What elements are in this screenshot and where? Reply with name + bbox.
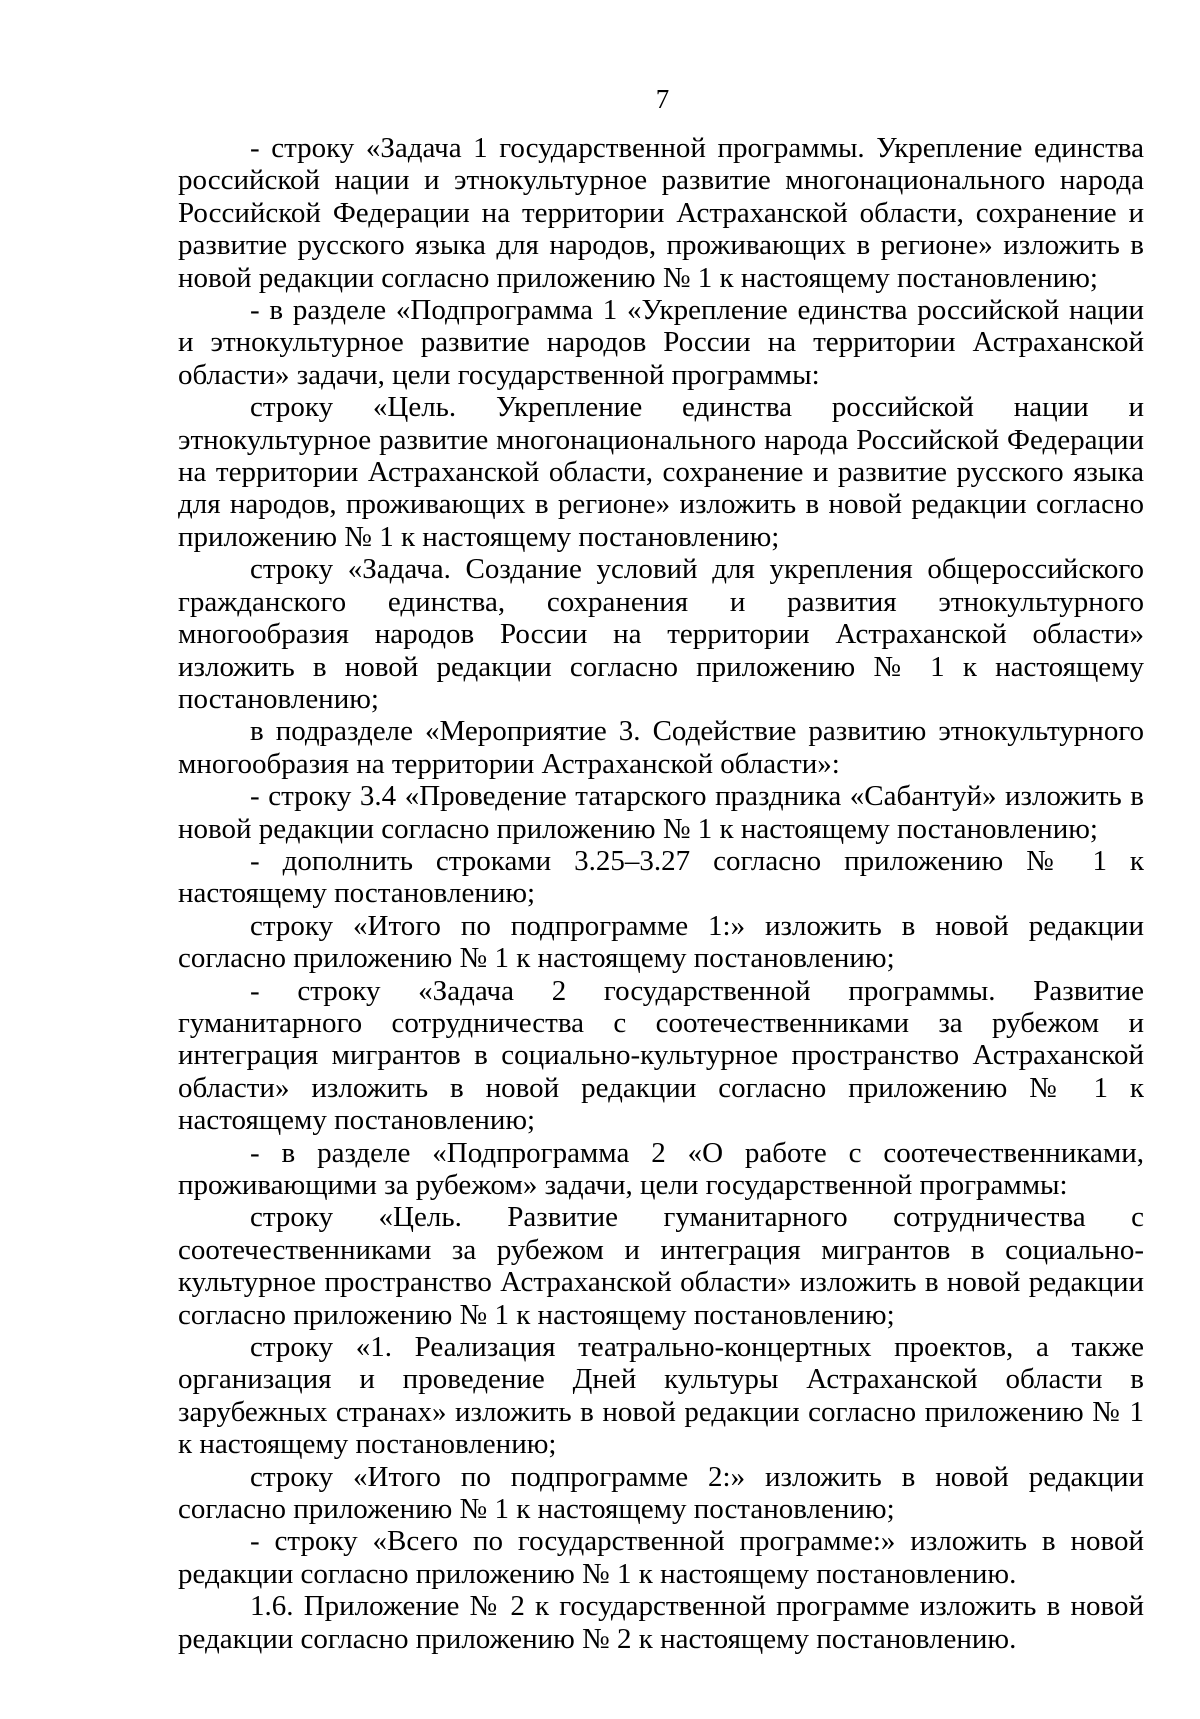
paragraph-goal-row-2: строку «Цель. Развитие гуманитарного сотрудничества с соотечественниками за рубежом и интеграция мигрантов в социально-культурное пространство Астраханской области» изложить в новой редакции согласно приложению № 1 к настоящему постановлению; [178,1201,1144,1331]
paragraph-row-3-4: - строку 3.4 «Проведение татарского праздника «Сабантуй» изложить в новой редакции согласно приложению № 1 к настоящему постановлению; [178,780,1144,845]
paragraph-activity-3-subsection: в подразделе «Мероприятие 3. Содействие развитию этнокультурного многообразия на территории Астраханской области»: [178,715,1144,780]
document-body [178,132,1144,1655]
paragraph-row-1-projects: строку «1. Реализация театрально-концертных проектов, а также организация и проведение Дней культуры Астраханской области в зарубежных странах» изложить в новой редакции согласно приложению № 1 к настоящему постановлению; [178,1331,1144,1461]
paragraph-total-subprogram-1: строку «Итого по подпрограмме 1:» изложить в новой редакции согласно приложению № 1 к настоящему постановлению; [178,909,1144,975]
paragraph-subprogram-1-section: - в разделе «Подпрограмма 1 «Укрепление единства российской нации и этнокультурное развитие народов России на территории Астраханской области» задачи, цели государственной программы: [178,294,1144,391]
page-number: 7 [655,84,670,114]
paragraph-task-2-row: - строку «Задача 2 государственной программы. Развитие гуманитарного сотрудничества с соотечественниками за рубежом и интеграция мигрантов в социально-культурное пространство Астраханской области» изложить в новой редакции согласно приложению № 1 к настоящему постановлению; [178,974,1144,1137]
paragraph-add-rows: - дополнить строками 3.25–3.27 согласно приложению № 1 к настоящему постановлению; [178,844,1144,910]
paragraph-total-subprogram-2: строку «Итого по подпрограмме 2:» изложить в новой редакции согласно приложению № 1 к настоящему постановлению; [178,1460,1144,1526]
paragraph-goal-row-1: строку «Цель. Укрепление единства российской нации и этнокультурное развитие многонационального народа Российской Федерации на территории Астраханской области, сохранение и развитие русского языка для народов, проживающих в регионе» изложить в новой редакции согласно приложению № 1 к настоящему постановлению; [178,391,1144,553]
paragraph-appendix-2: 1.6. Приложение № 2 к государственной программе изложить в новой редакции согласно приложению № 2 к настоящему постановлению. [178,1590,1144,1655]
paragraph-subprogram-2-section: - в разделе «Подпрограмма 2 «О работе с соотечественниками, проживающими за рубежом» задачи, цели государственной программы: [178,1136,1144,1201]
paragraph-task-row-1: строку «Задача. Создание условий для укрепления общероссийского гражданского единства, сохранения и развития этнокультурного многообразия народов России на территории Астраханской области» изложить в новой редакции согласно приложению № 1 к настоящему постановлению; [178,553,1144,715]
paragraph-task-1-row: - строку «Задача 1 государственной программы. Укрепление единства российской нации и этнокультурное развитие многонационального народа Российской Федерации на территории Астраханской области, сохранение и развитие русского языка для народов, проживающих в регионе» изложить в новой редакции согласно приложению № 1 к настоящему постановлению; [178,132,1144,294]
paragraph-total-program: - строку «Всего по государственной программе:» изложить в новой редакции согласно приложению № 1 к настоящему постановлению. [178,1525,1144,1590]
